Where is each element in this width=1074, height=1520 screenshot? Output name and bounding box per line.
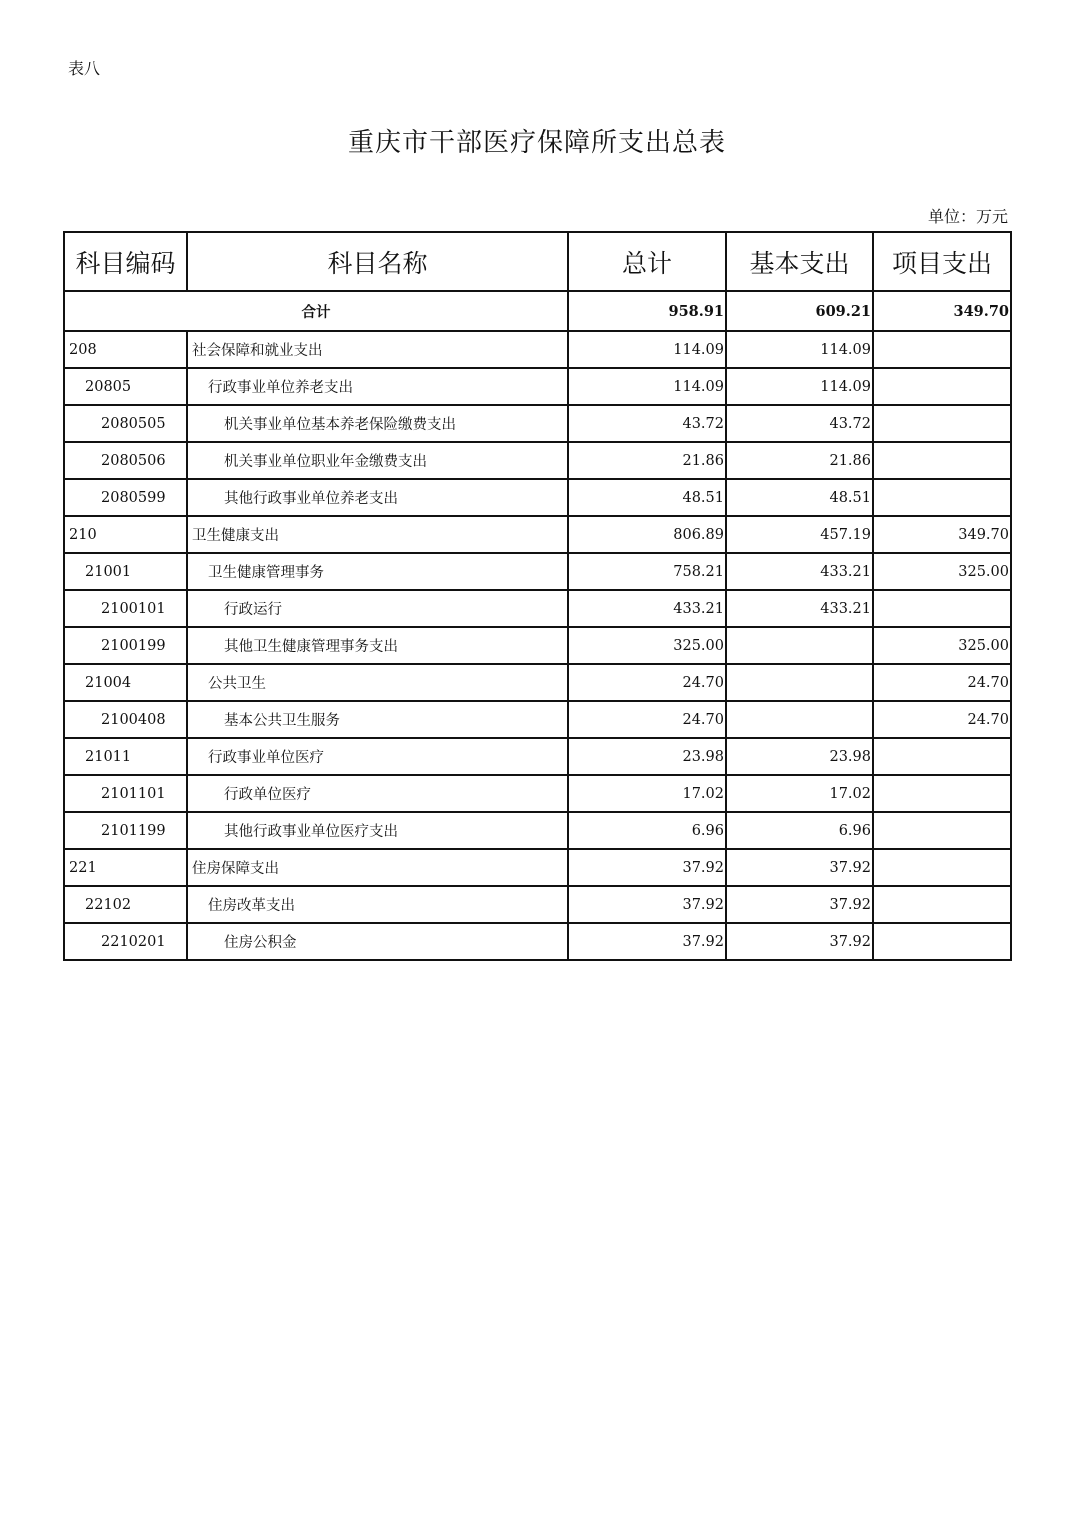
table-row <box>64 331 1011 368</box>
total-row <box>64 291 1011 331</box>
row-basic <box>726 701 873 738</box>
table-number-label: 表八 <box>68 59 101 78</box>
row-project <box>873 775 1011 812</box>
row-total: 21.86 <box>568 442 726 479</box>
row-name: 住房改革支出 <box>187 886 568 923</box>
table-row <box>64 738 1011 775</box>
row-name: 机关事业单位基本养老保险缴费支出 <box>187 405 568 442</box>
table-row <box>64 664 1011 701</box>
row-project: 325.00 <box>873 627 1011 664</box>
table-row <box>64 775 1011 812</box>
header-name: 科目名称 <box>187 232 568 291</box>
row-code: 2080599 <box>64 479 187 516</box>
row-project <box>873 442 1011 479</box>
header-basic: 基本支出 <box>726 232 873 291</box>
row-code: 2210201 <box>64 923 187 960</box>
row-code: 20805 <box>64 368 187 405</box>
row-basic: 433.21 <box>726 553 873 590</box>
row-project <box>873 923 1011 960</box>
row-basic: 37.92 <box>726 923 873 960</box>
row-name: 公共卫生 <box>187 664 568 701</box>
row-name: 其他行政事业单位养老支出 <box>187 479 568 516</box>
row-project: 349.70 <box>873 516 1011 553</box>
table-row <box>64 479 1011 516</box>
row-basic: 48.51 <box>726 479 873 516</box>
row-total: 325.00 <box>568 627 726 664</box>
row-code: 2101199 <box>64 812 187 849</box>
row-basic: 43.72 <box>726 405 873 442</box>
row-code: 21011 <box>64 738 187 775</box>
row-code: 221 <box>64 849 187 886</box>
table-row <box>64 405 1011 442</box>
header-project: 项目支出 <box>873 232 1011 291</box>
table-row <box>64 516 1011 553</box>
row-project <box>873 405 1011 442</box>
row-name: 行政事业单位养老支出 <box>187 368 568 405</box>
row-total: 43.72 <box>568 405 726 442</box>
table-row <box>64 812 1011 849</box>
row-basic: 457.19 <box>726 516 873 553</box>
row-total: 758.21 <box>568 553 726 590</box>
table-row <box>64 442 1011 479</box>
row-total: 806.89 <box>568 516 726 553</box>
row-project <box>873 886 1011 923</box>
row-total: 433.21 <box>568 590 726 627</box>
table-row <box>64 590 1011 627</box>
row-project: 24.70 <box>873 701 1011 738</box>
row-project <box>873 812 1011 849</box>
table-row <box>64 368 1011 405</box>
row-project <box>873 479 1011 516</box>
row-name: 行政事业单位医疗 <box>187 738 568 775</box>
row-total: 37.92 <box>568 849 726 886</box>
row-name: 社会保障和就业支出 <box>187 331 568 368</box>
row-basic: 23.98 <box>726 738 873 775</box>
row-basic: 37.92 <box>726 849 873 886</box>
row-name: 住房保障支出 <box>187 849 568 886</box>
table-row <box>64 701 1011 738</box>
table-row <box>64 886 1011 923</box>
table-row <box>64 849 1011 886</box>
row-project <box>873 590 1011 627</box>
row-code: 2101101 <box>64 775 187 812</box>
table-header-row <box>64 232 1011 291</box>
row-code: 208 <box>64 331 187 368</box>
row-total: 6.96 <box>568 812 726 849</box>
total-basic: 609.21 <box>726 291 873 331</box>
row-name: 其他卫生健康管理事务支出 <box>187 627 568 664</box>
row-basic: 21.86 <box>726 442 873 479</box>
row-name: 机关事业单位职业年金缴费支出 <box>187 442 568 479</box>
row-name: 基本公共卫生服务 <box>187 701 568 738</box>
row-basic: 17.02 <box>726 775 873 812</box>
page-title: 重庆市干部医疗保障所支出总表 <box>347 128 726 158</box>
row-total: 23.98 <box>568 738 726 775</box>
row-basic: 114.09 <box>726 368 873 405</box>
row-project <box>873 331 1011 368</box>
row-basic: 114.09 <box>726 331 873 368</box>
row-basic <box>726 664 873 701</box>
row-name: 卫生健康支出 <box>187 516 568 553</box>
row-name: 行政运行 <box>187 590 568 627</box>
row-total: 24.70 <box>568 701 726 738</box>
row-project <box>873 849 1011 886</box>
row-name: 住房公积金 <box>187 923 568 960</box>
table-row <box>64 627 1011 664</box>
unit-label: 单位：万元 <box>927 207 1008 226</box>
row-name: 行政单位医疗 <box>187 775 568 812</box>
row-code: 2080506 <box>64 442 187 479</box>
row-code: 21001 <box>64 553 187 590</box>
row-code: 21004 <box>64 664 187 701</box>
row-basic: 433.21 <box>726 590 873 627</box>
row-total: 48.51 <box>568 479 726 516</box>
row-total: 114.09 <box>568 331 726 368</box>
header-code: 科目编码 <box>64 232 187 291</box>
row-code: 210 <box>64 516 187 553</box>
row-total: 24.70 <box>568 664 726 701</box>
row-project <box>873 368 1011 405</box>
row-basic <box>726 627 873 664</box>
row-basic: 6.96 <box>726 812 873 849</box>
table-row <box>64 553 1011 590</box>
row-total: 37.92 <box>568 886 726 923</box>
row-total: 114.09 <box>568 368 726 405</box>
total-total: 958.91 <box>568 291 726 331</box>
row-code: 2100101 <box>64 590 187 627</box>
row-code: 2080505 <box>64 405 187 442</box>
row-total: 17.02 <box>568 775 726 812</box>
total-label: 合计 <box>64 291 568 331</box>
row-project <box>873 738 1011 775</box>
row-code: 2100408 <box>64 701 187 738</box>
total-project: 349.70 <box>873 291 1011 331</box>
table-row <box>64 923 1011 960</box>
expenditure-table <box>63 231 1012 961</box>
row-total: 37.92 <box>568 923 726 960</box>
row-name: 卫生健康管理事务 <box>187 553 568 590</box>
row-basic: 37.92 <box>726 886 873 923</box>
row-name: 其他行政事业单位医疗支出 <box>187 812 568 849</box>
row-project: 24.70 <box>873 664 1011 701</box>
row-code: 2100199 <box>64 627 187 664</box>
header-total: 总计 <box>568 232 726 291</box>
row-project: 325.00 <box>873 553 1011 590</box>
row-code: 22102 <box>64 886 187 923</box>
